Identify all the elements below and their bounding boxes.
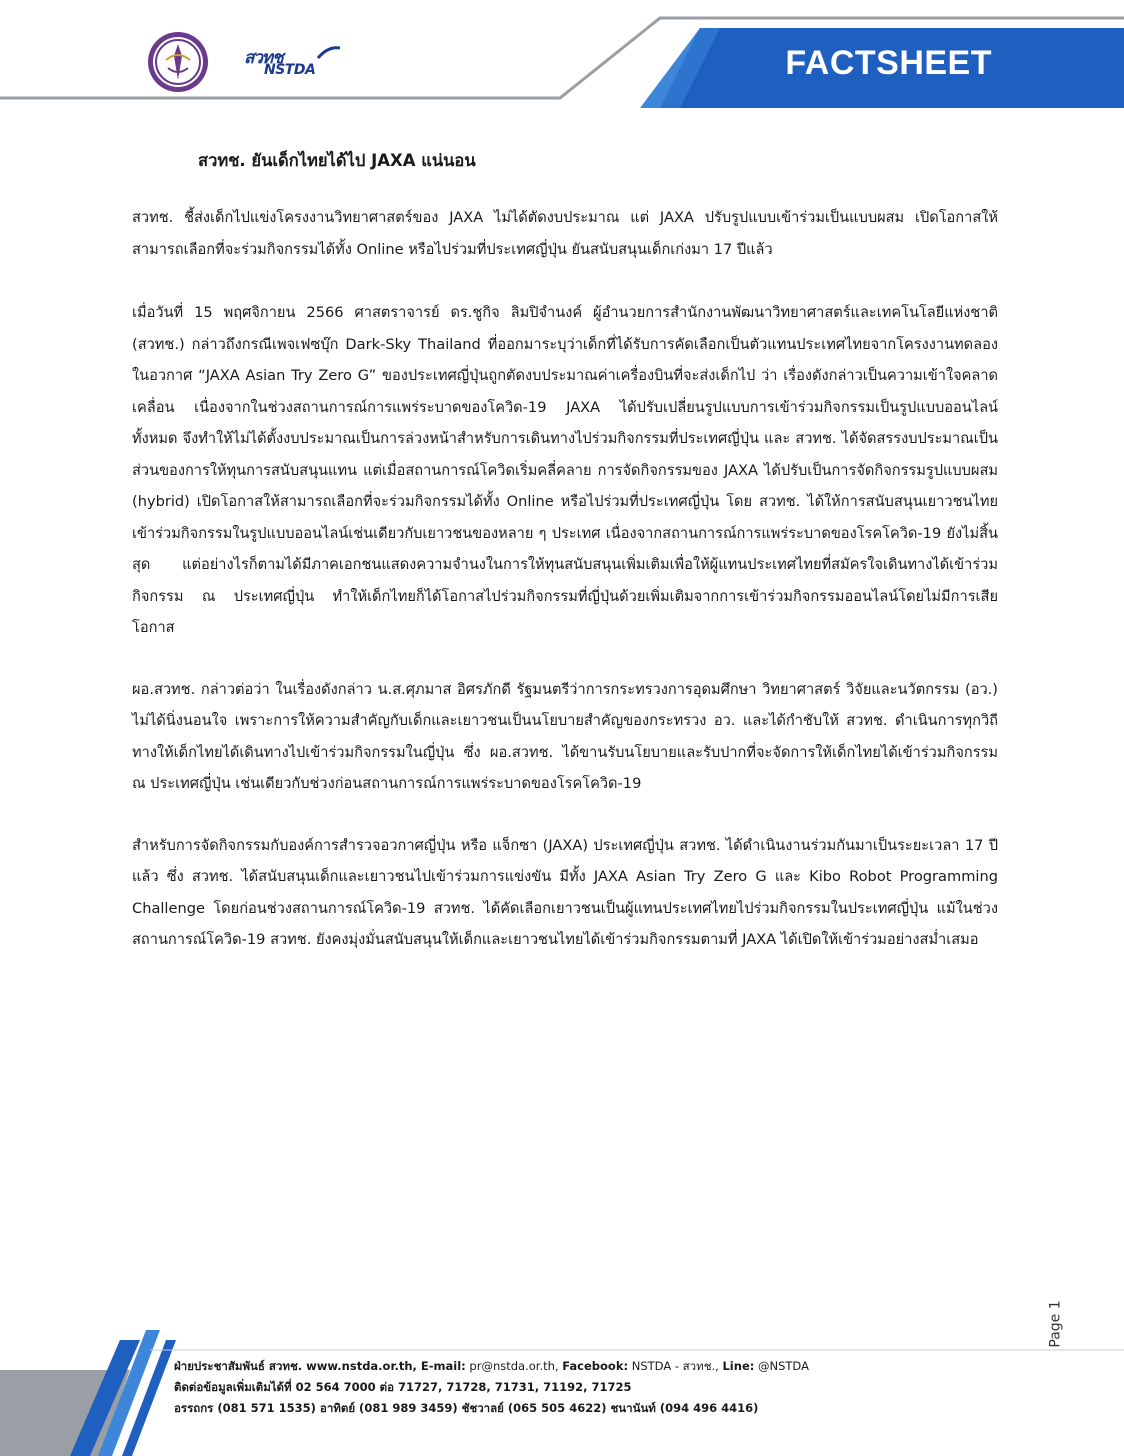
factsheet-title: FACTSHEET <box>785 44 992 82</box>
nstda-logo-thai: สวทช <box>244 48 283 68</box>
footer-dept: ฝ่ายประชาสัมพันธ์ สวทช. <box>174 1359 303 1373</box>
ministry-seal-logo <box>146 30 210 94</box>
nstda-logo <box>244 44 354 84</box>
footer-contact <box>174 1356 809 1419</box>
paragraph-4: สำหรับการจัดกิจกรรมกับองค์การสำรวจอวกาศญี่ปุ่น หรือ แจ็กซา (JAXA) ประเทศญี่ปุ่น สวทช. ได้ดำเนินงานร่วมกันมาเป็นระยะเวลา 17 ปีแล้ว ซึ่ง สวทช. ได้สนับสนุนเด็กและเยาวชนไปเข้าร่วมการแข่งขัน มีทั้ง JAXA Asian Try Zero G และ Kibo Robot Programming Challenge โดยก่อนช่วงสถานการณ์โควิด-19 สวทช. ได้คัดเลือกเยาวชนเป็นผู้แทนประเทศไทยไปร่วมกิจกรรมในประเทศญี่ปุ่น แม้ในช่วงสถานการณ์โควิด-19 สวทช. ยังคงมุ่งมั่นสนับสนุนให้เด็กและเยาวชนไทยได้เข้าร่วมกิจกรรมตามที่ JAXA ได้เปิดให้เข้าร่วมอย่างสม่ำเสมอ <box>132 836 998 948</box>
footer-line-1 <box>174 1356 809 1377</box>
footer-facebook-label: Facebook: <box>562 1359 629 1373</box>
footer-line-3: อรรถกร (081 571 1535) อาทิตย์ (081 989 3459) ชัชวาลย์ (065 505 4622) ชนานันท์ (094 496 4416) <box>174 1401 759 1415</box>
footer-line-id[interactable]: @NSTDA <box>754 1359 809 1373</box>
footer-line-2: ติดต่อข้อมูลเพิ่มเติมได้ที่ 02 564 7000 ต่อ 71727, 71728, 71731, 71192, 71725 <box>174 1380 632 1394</box>
article-headline: สวทช. ยันเด็กไทยได้ไป JAXA แน่นอน <box>198 151 476 170</box>
nstda-logo-eng: NSTDA <box>264 62 316 78</box>
footer-facebook-link[interactable]: NSTDA - สวทช., <box>628 1359 723 1373</box>
paragraph-3: ผอ.สวทช. กล่าวต่อว่า ในเรื่องดังกล่าว น.ส.ศุภมาส อิศรภักดี รัฐมนตรีว่าการกระทรวงการอุดมศึกษา วิทยาศาสตร์ วิจัยและนวัตกรรม (อว.) ไม่ได้นิ่งนอนใจ เพราะการให้ความสำคัญกับเด็กและเยาวชนเป็นนโยบายสำคัญของกระทรวง อว. และได้กำชับให้ สวทช. ดำเนินการทุกวิถีทางให้เด็กไทยได้เดินทางไปเข้าร่วมกิจกรรมในญี่ปุ่น ซึ่ง ผอ.สวทช. ได้ขานรับนโยบายและรับปากที่จะจัดการให้เด็กไทยได้เข้าร่วมกิจกรรม ณ ประเทศญี่ปุ่น เช่นเดียวกับช่วงก่อนสถานการณ์การแพร่ระบาดของโรคโควิด-19 <box>132 680 998 792</box>
footer-email-label: E-mail: <box>420 1359 466 1373</box>
article-body <box>132 150 998 956</box>
paragraph-2: เมื่อวันที่ 15 พฤศจิกายน 2566 ศาสตราจารย์ ดร.ชูกิจ ลิมปิจำนงค์ ผู้อำนวยการสำนักงานพัฒนาวิทยาศาสตร์และเทคโนโลยีแห่งชาติ (สวทช.) กล่าวถึงกรณีเพจเฟซบุ๊ก Dark-Sky Thailand ที่ออกมาระบุว่าเด็กที่ได้รับการคัดเลือกเป็นตัวแทนประเทศไทยจากโครงงานทดลองในอวกาศ “JAXA Asian Try Zero G” ของประเทศญี่ปุ่นถูกตัดงบประมาณค่าเครื่องบินที่จะส่งเด็กไป ว่า เรื่องดังกล่าวเป็นความเข้าใจคลาดเคลื่อน เนื่องจากในช่วงสถานการณ์การแพร่ระบาดของโควิด-19 JAXA ได้ปรับเปลี่ยนรูปแบบการเข้าร่วมกิจกรรมเป็นรูปแบบออนไลน์ทั้งหมด จึงทำให้ไม่ได้ตั้งงบประมาณเป็นการล่วงหน้าสำหรับการเดินทางไปร่วมกิจกรรมที่ประเทศญี่ปุ่น และ สวทช. ได้จัดสรรงบประมาณเป็นส่วนของการให้ทุนการสนับสนุนแทน แต่เมื่อสถานการณ์โควิดเริ่มคลี่คลาย การจัดกิจกรรมของ JAXA ได้ปรับเป็นการจัดกิจกรรมรูปแบบผสม (hybrid) เปิดโอกาสให้สามารถเลือกที่จะร่วมกิจกรรมได้ทั้ง Online หรือไปร่วมที่ประเทศญี่ปุ่น โดย สวทช. ได้ให้การสนับสนุนเยาวชนไทยเข้าร่วมกิจกรรมในรูปแบบออนไลน์เช่นเดียวกับเยาวชนของหลาย ๆ ประเทศ เนื่องจากสถานการณ์การแพร่ระบาดของโรคโควิด-19 ยังไม่สิ้นสุด แต่อย่างไรก็ตามได้มีภาคเอกชนแสดงความจำนงในการให้ทุนสนับสนุนเพิ่มเติมเพื่อให้ผู้แทนประเทศไทยที่สมัครใจเดินทางได้เข้าร่วมกิจกรรม ณ ประเทศญี่ปุ่น ทำให้เด็กไทยก็ได้โอกาสไปร่วมกิจกรรมที่ญี่ปุ่นด้วยเพิ่มเติมจากการเข้าร่วมกิจกรรมออนไลน์โดยไม่มีการเสียโอกาส <box>132 304 998 636</box>
page-number-label: Page 1 <box>1047 1300 1064 1348</box>
footer-website-link[interactable]: www.nstda.or.th, <box>302 1359 421 1373</box>
page-footer <box>0 1330 1124 1456</box>
footer-email-link[interactable]: pr@nstda.or.th, <box>465 1359 563 1373</box>
nstda-logo-swoosh-icon <box>316 44 342 60</box>
lead-paragraph: สวทช. ชี้ส่งเด็กไปแข่งโครงงานวิทยาศาสตร์ของ JAXA ไม่ได้ตัดงบประมาณ แต่ JAXA ปรับรูปแบบเข้าร่วมเป็นแบบผสม เปิดโอกาสให้สามารถเลือกที่จะร่วมกิจกรรมได้ทั้ง Online หรือไปร่วมที่ประเทศญี่ปุ่น ยันสนับสนุนเด็กเก่งมา 17 ปีแล้ว <box>132 209 998 258</box>
page-header <box>0 0 1124 120</box>
footer-line-label: Line: <box>722 1359 755 1373</box>
